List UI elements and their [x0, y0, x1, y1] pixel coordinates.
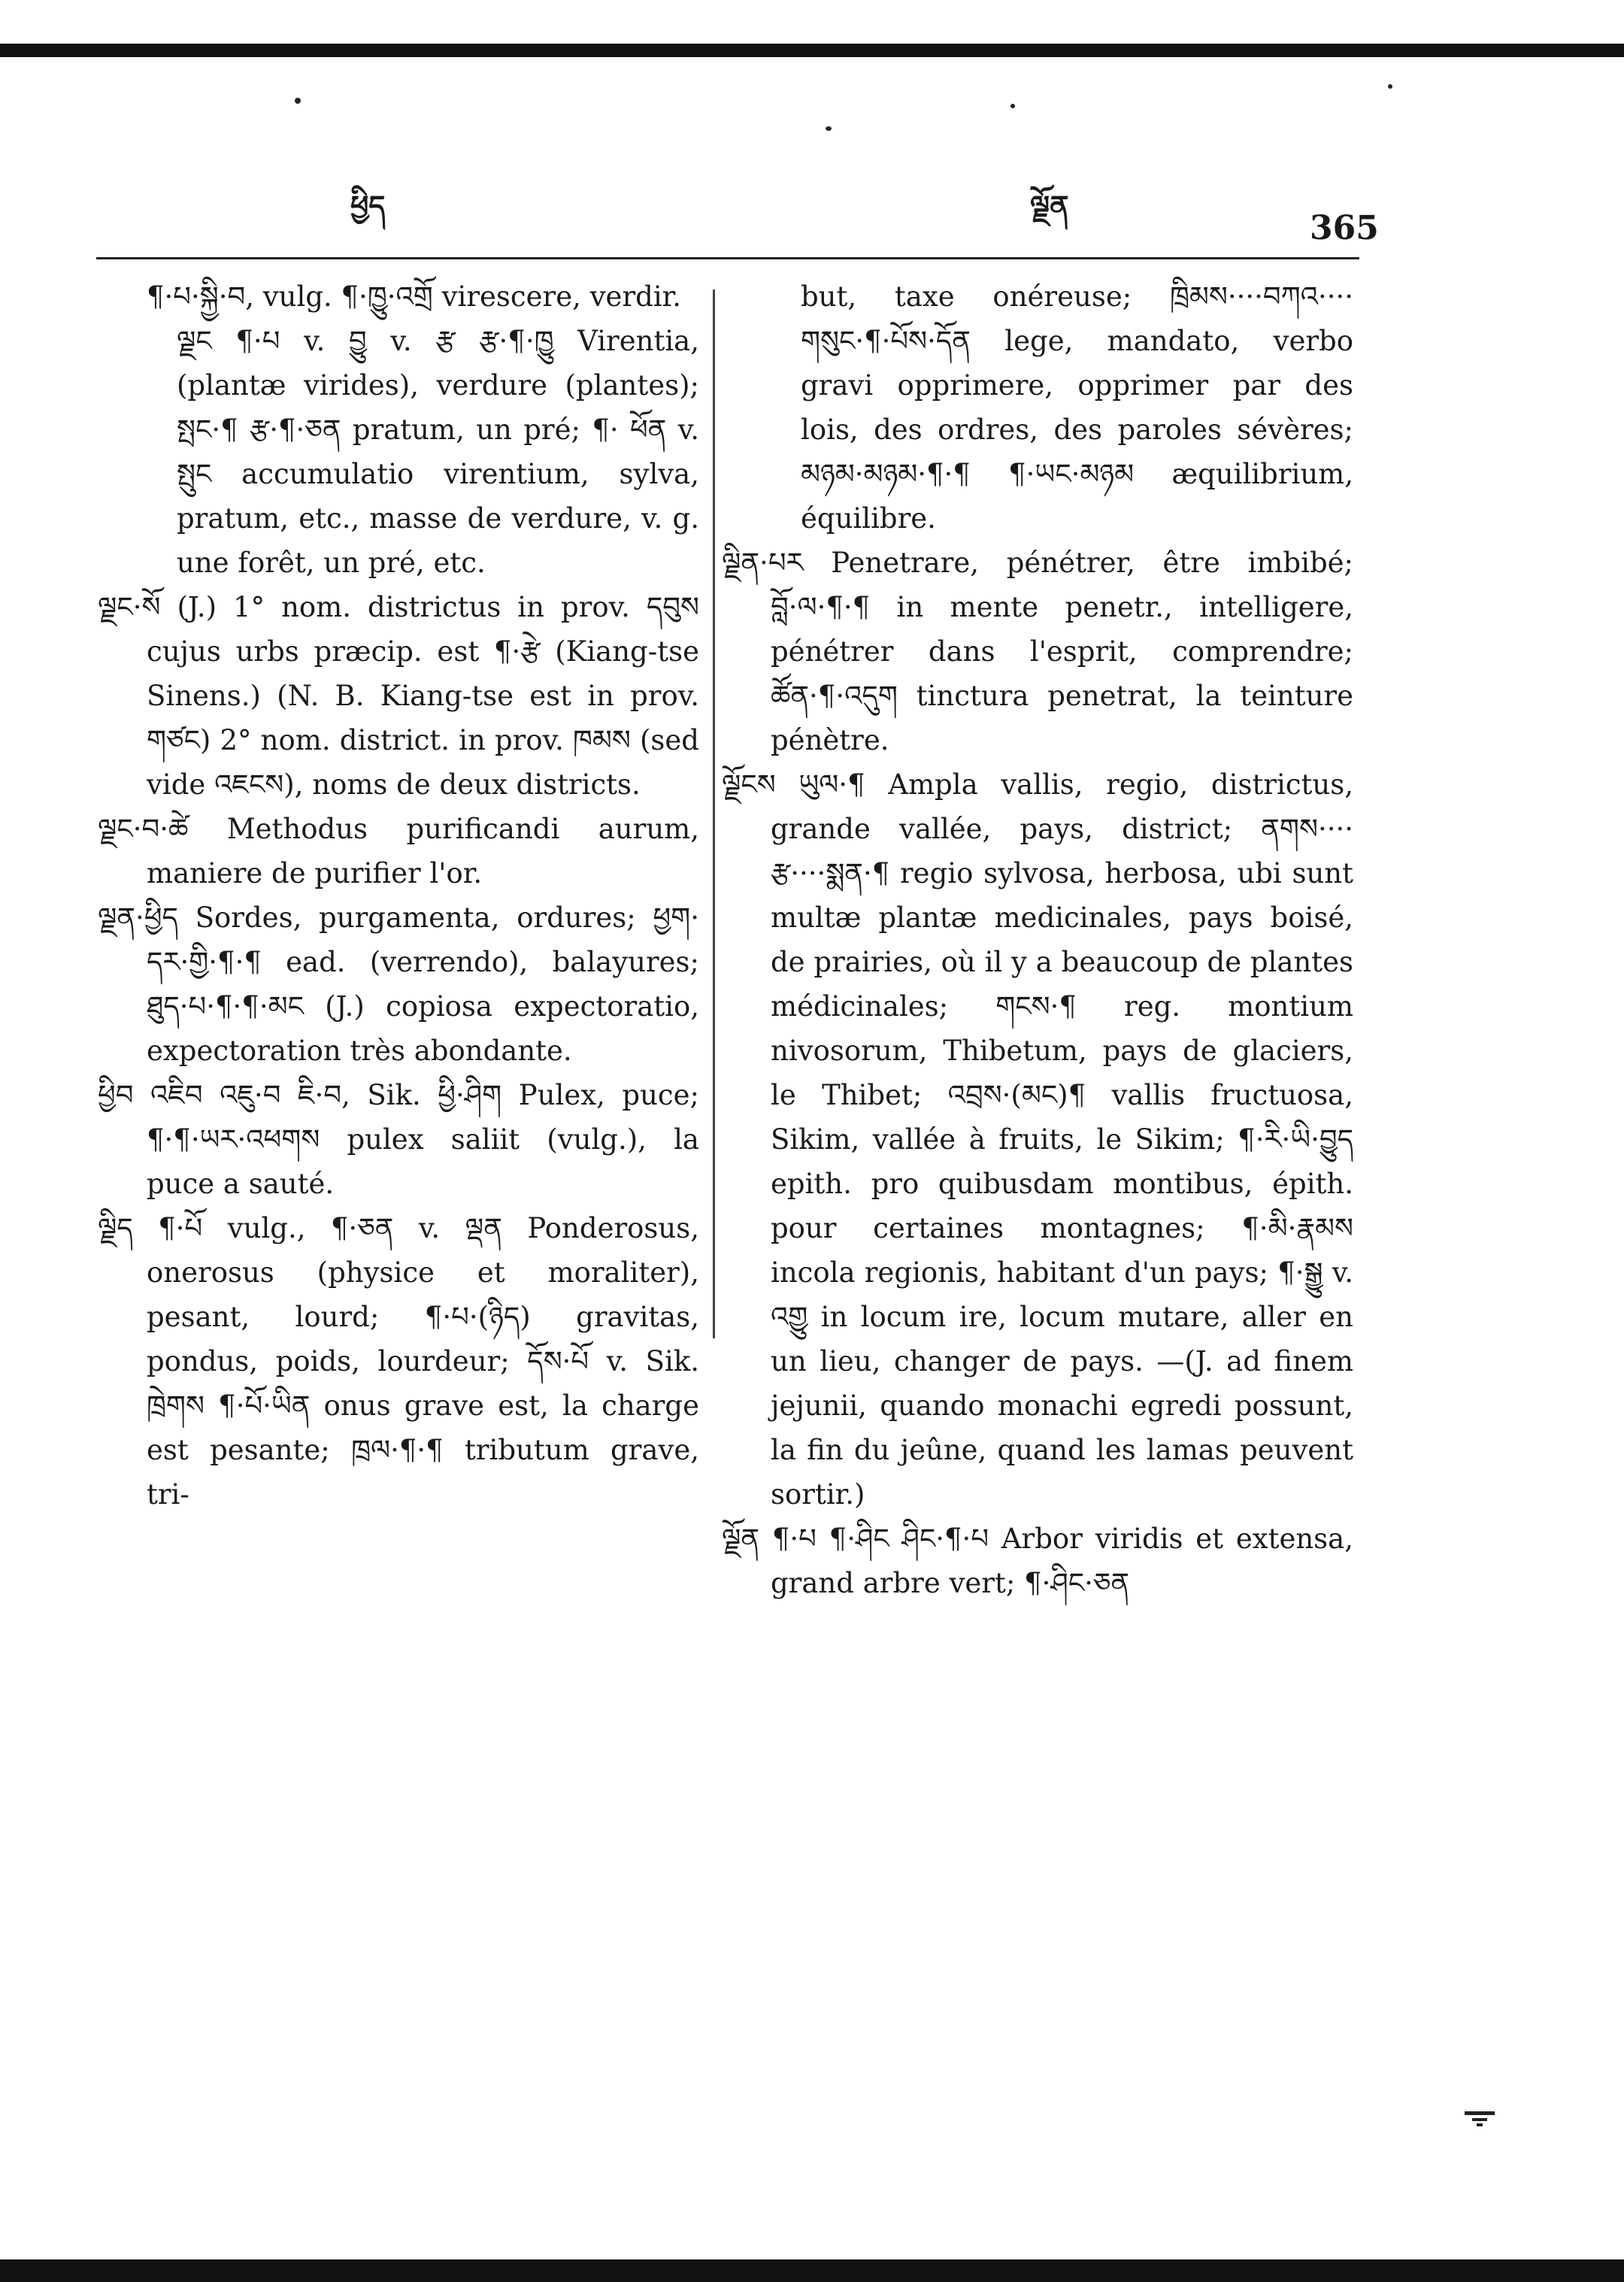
running-head-left: ཕྱིད [350, 189, 386, 223]
dictionary-entry: ཕྱིབ འཇིབ འཇུ·བ ཇི·བ, Sik. ཕྱི·ཤིག Pulex, puce; ¶·¶·ཡར·འཕགས pulex saliit (vulg.), la puce a sauté. [98, 1079, 699, 1200]
dictionary-entry: ལྗོན ¶·པ ¶·ཤིང ཤིང·¶·པ Arbor viridis et extensa, grand arbre vert; ¶·ཤིང·ཅན [722, 1523, 1353, 1599]
scan-speck [295, 98, 301, 104]
dictionary-subentry: ལྗང ¶·པ v. བྱུ v. རྩ རྩ·¶·ཁྱུ Virentia, (plantæ virides), verdure (plantes); སྤང·¶ རྩ·¶·ཅན pratum, un pré; ¶· ཕོན v. སྤུང accumulatio virentium, sylva, pratum, etc., masse de verdure, v. g. une forêt, un pré, etc. [177, 325, 699, 579]
dictionary-entry: ལྗིན·པར Penetrare, pénétrer, être imbibé; བློ·ལ·¶·¶ in mente penetr., intelligere, pénétrer dans l'esprit, comprendre; ཚོན·¶·འདུག tinctura penetrat, la teinture pénètre. [722, 547, 1353, 756]
scan-speck [1388, 84, 1392, 89]
top-scan-bar [0, 44, 1624, 57]
dictionary-entry: ལྗང·སོ (J.) 1° nom. districtus in prov. དབུས cujus urbs præcip. est ¶·རྩེ (Kiang-tse Sinens.) (N. B. Kiang-tse est in prov. གཙང) 2° nom. district. in prov. ཁམས (sed vide འཇངས), noms de deux districts. [98, 591, 699, 801]
dictionary-entry: ལྗིད ¶·པོ vulg., ¶·ཅན v. ལྡན Ponderosus, onerosus (physice et moraliter), pesant, lourd; ¶·པ·(ཉིད) gravitas, pondus, poids, lourdeur; དོས·པོ v. Sik. ཁྲེགས ¶·པོ·ཡིན onus grave est, la charge est pesante; ཁྲལ·¶·¶ tributum grave, tri- [98, 1212, 699, 1511]
right-column [722, 274, 1353, 1605]
dictionary-entry: ལྗན·ཕྱིད Sordes, purgamenta, ordures; ཕྱག· དར·གྱི·¶·¶ ead. (verrendo), balayures; ཐུད·པ·¶·¶·མང (J.) copiosa expectoratio, expectoration très abondante. [98, 902, 699, 1067]
scan-speck [826, 126, 832, 131]
left-column [98, 274, 699, 1517]
dictionary-entry-continuation: ¶·པ·སྐྱི·བ, vulg. ¶·ཁྱུ·འགྲོ virescere, verdir. [147, 280, 682, 313]
bottom-scan-bar [0, 2259, 1624, 2282]
header-rule [96, 257, 1359, 259]
running-head-right: ལྗོན [1030, 189, 1069, 223]
dictionary-entry-continuation: but, taxe onéreuse; ཁྲིམས····བཀའ···· གསུང·¶·པོས·དོན lege, mandato, verbo gravi opprimere, opprimer par des lois, des ordres, des paroles sévères; མཉམ·མཉམ·¶·¶ ¶·ཡང·མཉམ æquilibrium, équilibre. [801, 280, 1353, 535]
scan-speck [1010, 104, 1015, 108]
dictionary-entry: ལྗོངས ཡུལ·¶ Ampla vallis, regio, districtus, grande vallée, pays, district; ནགས···· རྩ····སྨན·¶ regio sylvosa, herbosa, ubi sunt multæ plantæ medicinales, pays boisé, de prairies, où il y a beaucoup de plantes médicinales; གངས·¶ reg. montium nivosorum, Thibetum, pays de glaciers, le Thibet; འབྲས·(མང)¶ vallis fructuosa, Sikim, vallée à fruits, le Sikim; ¶·རི·ཡི·བྱུད epith. pro quibusdam montibus, épith. pour certaines montagnes; ¶·མི·རྣམས incola regionis, habitant d'un pays; ¶·སྒྱུ v. འགྱུ in locum ire, locum mutare, aller en un lieu, changer de pays. —(J. ad finem jejunii, quando monachi egredi possunt, la fin du jeûne, quand les lamas peuvent sortir.) [722, 768, 1353, 1511]
dictionary-entry: ལྗང·བ·ཚེ Methodus purificandi aurum, maniere de purifier l'or. [98, 813, 699, 889]
printer-ornament-icon [1465, 2111, 1495, 2128]
column-divider [713, 289, 715, 1338]
page-number: 365 [1310, 209, 1379, 247]
